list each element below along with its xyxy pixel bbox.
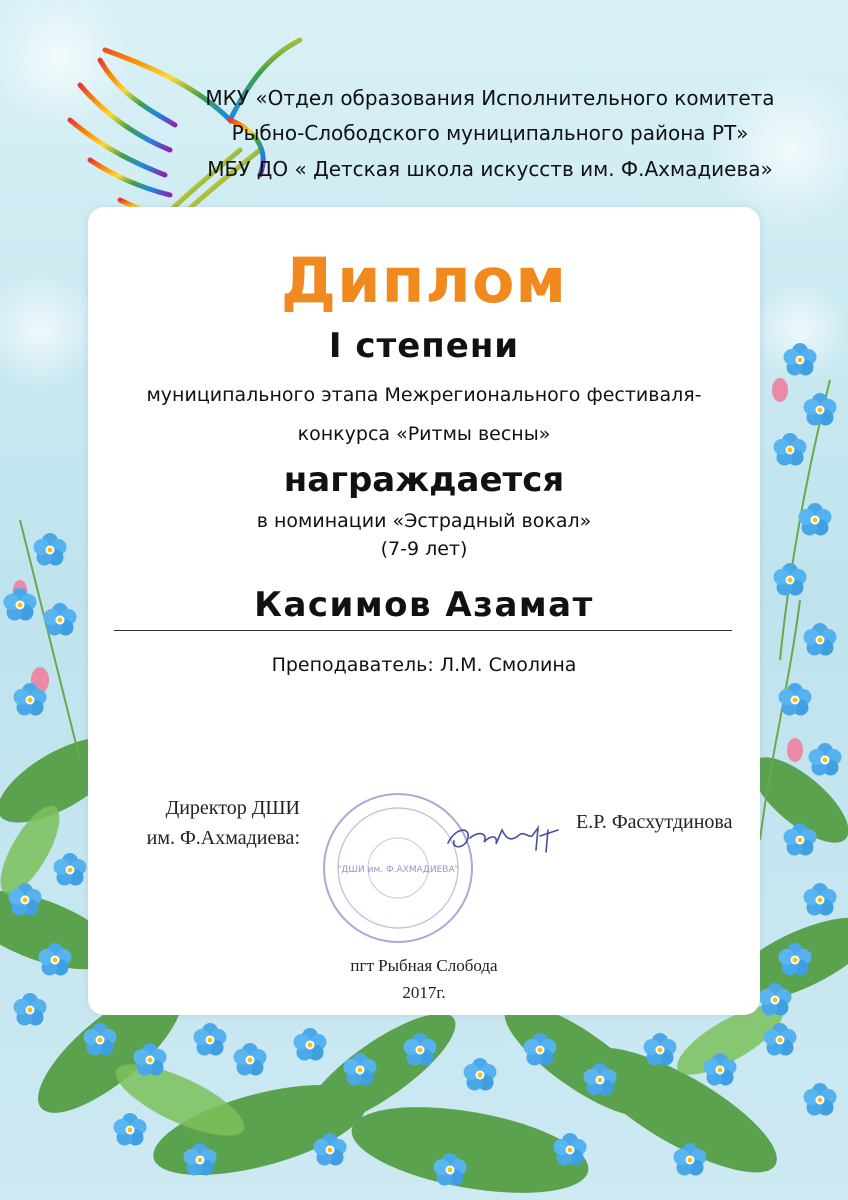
place-text: пгт Рыбная Слобода (350, 956, 498, 975)
awarded-label: награждается (283, 460, 565, 500)
age-group-text: (7-9 лет) (380, 538, 468, 560)
stamp-text: "ДШИ им. Ф.АХМАДИЕВА" (337, 865, 459, 875)
header-organization-line1: МКУ «Отдел образования Исполнительного комитета (205, 86, 775, 110)
name-underline (114, 630, 732, 631)
director-name: Е.Р. Фасхутдинова (576, 811, 733, 833)
year-text: 2017г. (402, 983, 446, 1002)
nomination-text: в номинации «Эстрадный вокал» (256, 510, 592, 532)
teacher-text: Преподаватель: Л.М. Смолина (271, 654, 577, 676)
diploma-title: Диплом (280, 244, 568, 317)
event-line2: конкурса «Ритмы весны» (297, 423, 551, 445)
diploma-degree: I степени (328, 326, 520, 366)
header-organization-line2: Рыбно-Слободского муниципального района РТ» (231, 121, 749, 145)
director-title-line1: Директор ДШИ (165, 797, 300, 819)
header-school-line: МБУ ДО « Детская школа искусств им. Ф.Ахмадиева» (207, 157, 773, 181)
recipient-name: Касимов Азамат (254, 585, 594, 625)
director-title-line2: им. Ф.Ахмадиева: (146, 827, 300, 849)
event-line1: муниципального этапа Межрегионального фестиваля- (146, 384, 702, 406)
director-signature (440, 808, 570, 868)
